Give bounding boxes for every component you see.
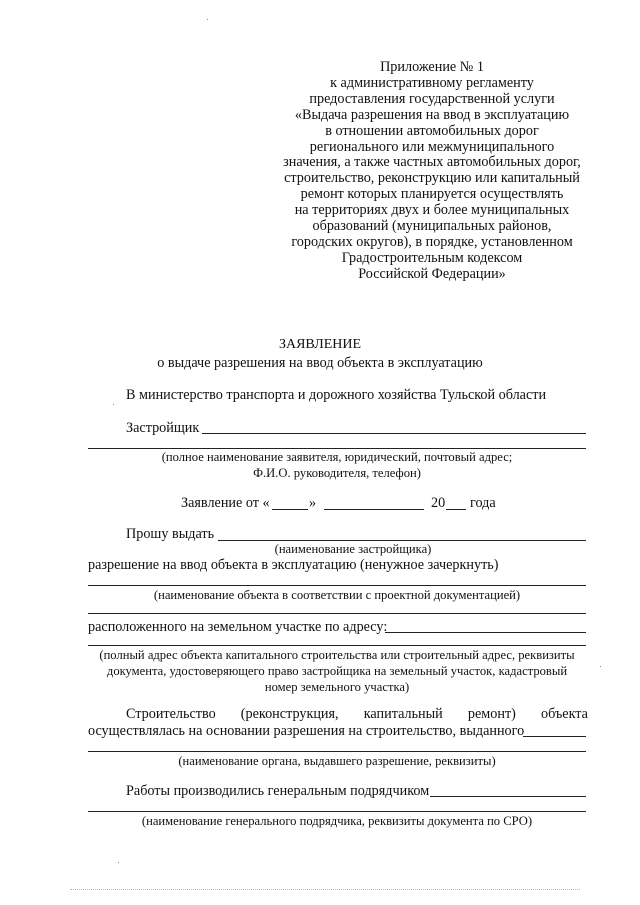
date-suffix: года <box>470 495 496 511</box>
date-prefix: Заявление от « <box>181 495 270 511</box>
appendix-line: образований (муниципальных районов, <box>312 218 552 235</box>
appendix-line: Российской Федерации» <box>358 265 506 282</box>
appendix-line: предоставления государственной услуги <box>309 90 555 107</box>
appendix-header <box>262 60 602 283</box>
appendix-line: ремонт которых планируется осуществлять <box>300 186 564 203</box>
location-field-line-2[interactable] <box>88 645 586 646</box>
document-subheading: о выдаче разрешения на ввод объекта в эксплуатацию <box>157 355 483 371</box>
scan-artifact-line <box>70 889 580 890</box>
authority-caption: (наименование органа, выдавшего разрешение, реквизиты) <box>178 754 496 768</box>
construction-line <box>126 706 588 723</box>
developer-field[interactable] <box>202 433 586 434</box>
location-field[interactable] <box>385 632 586 633</box>
object-field[interactable] <box>88 585 586 586</box>
appendix-line: Приложение № 1 <box>380 59 484 75</box>
location-label: расположенного на земельном участке по адресу: <box>88 619 388 635</box>
scan-speck <box>118 862 119 863</box>
construction-word: Строительство <box>126 706 216 722</box>
scan-speck <box>113 404 114 405</box>
contractor-field[interactable] <box>430 796 586 797</box>
construction-permit-field-line-2[interactable] <box>88 751 586 752</box>
developer-caption: (полное наименование заявителя, юридический, почтовый адрес; <box>161 450 513 464</box>
developer-label: Застройщик <box>126 420 200 436</box>
recipient-line: В министерство транспорта и дорожного хозяйства Тульской области <box>126 387 547 403</box>
object-caption: (наименование объекта в соответствии с проектной документацией) <box>153 588 521 602</box>
appendix-line: городских округов), в порядке, установленном <box>291 233 573 250</box>
construction-word: объекта <box>541 706 588 722</box>
appendix-line: строительство, реконструкцию или капитальный <box>284 170 580 187</box>
date-quote-close: » <box>309 495 317 511</box>
appendix-line: на территориях двух и более муниципальных <box>294 202 570 219</box>
construction-word: ремонт) <box>467 706 516 722</box>
date-century: 20 <box>431 495 446 511</box>
developer-field-line-2[interactable] <box>88 448 586 449</box>
developer-caption: Ф.И.О. руководителя, телефон) <box>253 466 421 480</box>
appendix-line: в отношении автомобильных дорог <box>325 122 539 139</box>
appendix-line: к административному регламенту <box>330 74 534 91</box>
scan-speck <box>600 666 601 667</box>
appendix-line: регионального или межмуниципального <box>309 138 555 155</box>
construction-permit-field[interactable] <box>523 736 586 737</box>
appendix-line: «Выдача разрешения на ввод в эксплуатацию <box>294 106 570 123</box>
request-caption: (наименование застройщика) <box>274 542 432 556</box>
contractor-label: Работы производились генеральным подрядчиком <box>126 783 430 799</box>
scan-speck <box>207 19 208 20</box>
appendix-line: Градостроительным кодексом <box>341 249 523 266</box>
date-year-field[interactable] <box>446 509 466 510</box>
construction-word: капитальный <box>363 706 443 722</box>
document-heading: ЗАЯВЛЕНИЕ <box>278 337 362 352</box>
contractor-caption: (наименование генерального подрядчика, реквизиты документа по СРО) <box>141 814 533 828</box>
construction-basis: осуществлялась на основании разрешения на строительство, выданного <box>88 723 525 739</box>
address-caption: (полный адрес объекта капитального строительства или строительный адрес, реквизиты <box>99 648 575 662</box>
date-day-field[interactable] <box>272 509 308 510</box>
permit-text: разрешение на ввод объекта в эксплуатацию (ненужное зачеркнуть) <box>88 557 499 573</box>
construction-word: (реконструкция, <box>240 706 339 722</box>
contractor-field-line-2[interactable] <box>88 811 586 812</box>
address-caption: документа, удостоверяющего право застройщика на земельный участок, кадастровый <box>106 664 568 678</box>
request-label: Прошу выдать <box>126 526 215 542</box>
appendix-line: значения, а также частных автомобильных дорог, <box>283 154 581 171</box>
date-month-field[interactable] <box>324 509 424 510</box>
request-field[interactable] <box>218 540 586 541</box>
object-field-line-2[interactable] <box>88 613 586 614</box>
address-caption: номер земельного участка) <box>264 680 410 694</box>
